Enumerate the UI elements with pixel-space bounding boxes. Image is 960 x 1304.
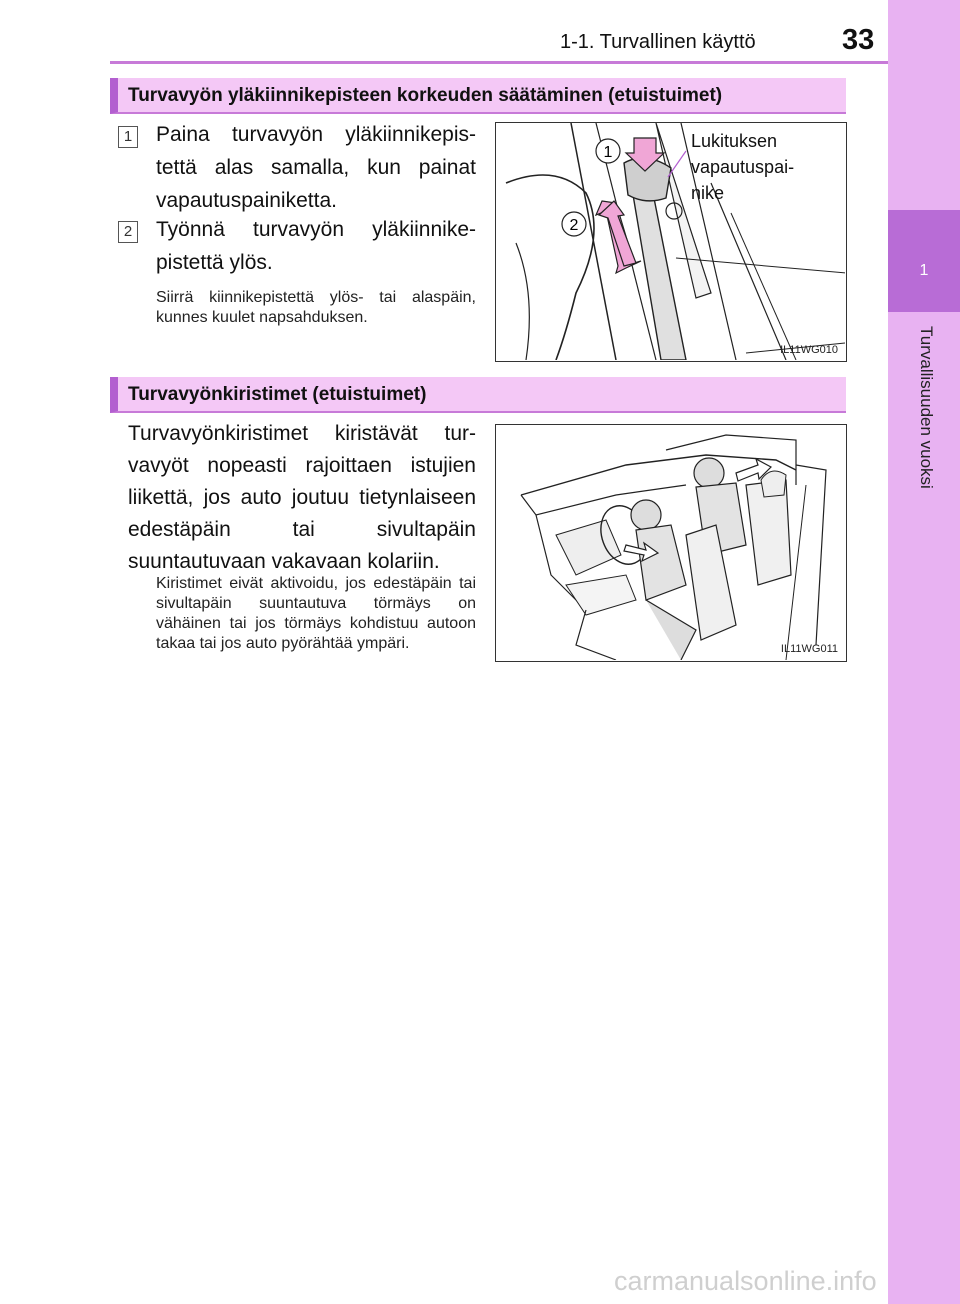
pretensioner-note: Kiristimet eivät aktivoidu, jos edestäpäin tai sivultapäin suuntautuva törmäys on vähäinen tai jos törmäys kohdistuu autoon takaa tai jos auto pyörähtää ympäri. bbox=[156, 575, 476, 652]
header-title: 1-1. Turvallinen käyttö bbox=[560, 31, 756, 53]
release-button-label: Lukituksen vapautuspai- nike bbox=[691, 131, 795, 203]
step-text: Työnnä turvavyön yläkiinnikepistettä ylös. bbox=[156, 218, 476, 274]
watermark: carmanualsonline.info bbox=[614, 1266, 877, 1296]
section-heading-pretensioners bbox=[110, 377, 846, 413]
chapter-side-tab[interactable] bbox=[888, 0, 960, 1304]
figure-code: IL11WG010 bbox=[780, 344, 838, 356]
seatbelt-anchor-figure bbox=[495, 122, 847, 362]
section-heading-text: Turvavyön yläkiinnikepisteen korkeuden säätäminen (etuistuimet) bbox=[128, 85, 723, 106]
note-text: Siirrä kiinnikepistettä ylös- tai alaspäin, kunnes kuulet napsahduksen. bbox=[156, 289, 476, 326]
pretensioner-figure bbox=[495, 424, 847, 662]
step-number: 1 bbox=[118, 126, 138, 148]
figure-callout-1: 1 bbox=[603, 144, 613, 161]
pretensioner-text: Turvavyönkiristimet kiristävät turvavyöt nopeasti rajoittaen istujien liikettä, jos auto joutuu tietynlaiseen edestäpäin tai sivultapäin suuntautuvaan vakavaan kolariin. bbox=[128, 422, 476, 573]
chapter-number-block bbox=[888, 210, 960, 312]
figure-callout-2: 2 bbox=[569, 217, 579, 234]
section-heading-text: Turvavyönkiristimet (etuistuimet) bbox=[128, 384, 427, 405]
figure-code: IL11WG011 bbox=[780, 643, 838, 655]
page-number: 33 bbox=[842, 24, 875, 56]
section-heading-height-adjust bbox=[110, 78, 846, 114]
header-rule bbox=[110, 61, 888, 64]
step-text: Paina turvavyön yläkiinnikepistettä alas samalla, kun painat vapautuspainiketta. bbox=[156, 123, 476, 212]
car-interior-illustration bbox=[496, 425, 845, 660]
chapter-label: Turvallisuuden vuoksi bbox=[917, 326, 936, 489]
step-number: 2 bbox=[118, 221, 138, 243]
chapter-number: 1 bbox=[919, 262, 929, 279]
